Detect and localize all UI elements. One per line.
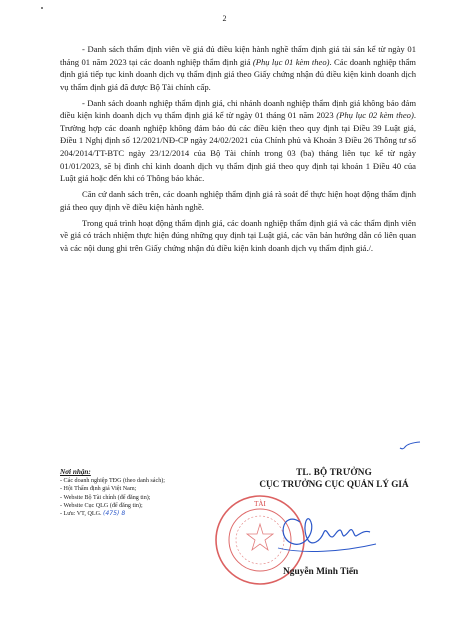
recipients-list bbox=[60, 477, 230, 518]
scan-speck bbox=[41, 7, 43, 9]
paragraph-1: - Danh sách thẩm định viên về giá đủ điều kiện hành nghề thẩm định giá tài sản kể từ ngày 01 tháng 01 năm 2023 tại các doanh nghiệp thẩm định giá (Phụ lục 01 kèm theo). Các doanh nghiệp thẩm định giá tiếp tục kinh doanh dịch vụ thẩm định giá theo Giấy chứng nhận đủ điều kiện kinh doanh dịch vụ thẩm định giá đã được Bộ Tài chính cấp. bbox=[60, 44, 416, 92]
handwritten-check-icon bbox=[399, 441, 421, 451]
stamp-text: TÀI bbox=[254, 500, 266, 508]
handwritten-signature bbox=[272, 500, 382, 560]
paragraph-3: Căn cứ danh sách trên, các doanh nghiệp thẩm định giá rà soát để thực hiện hoạt động thẩm định giá theo quy định về điều kiện hành nghề. bbox=[60, 189, 416, 212]
signature-header bbox=[224, 467, 444, 489]
paragraph-4: Trong quá trình hoạt động thẩm định giá, các doanh nghiệp thẩm định giá và các thẩm định viên về giá có trách nhiệm thực hiện đúng những quy định tại Luật giá, các văn bản hướng dẫn có liên quan và các nội dung ghi trên Giấy chứng nhận đủ điều kiện kinh doanh dịch vụ thẩm định giá./. bbox=[60, 217, 416, 253]
recipient-item: - Các doanh nghiệp TĐG (theo danh sách); bbox=[60, 478, 165, 485]
recipients-title: Nơi nhận: bbox=[60, 468, 91, 476]
page-number: 2 bbox=[222, 14, 227, 23]
signer-name: Nguyễn Minh Tiến bbox=[283, 567, 359, 577]
recipients-block bbox=[60, 468, 230, 518]
recipient-item: - Website Cục QLG (để đăng tin); bbox=[60, 502, 143, 509]
recipient-item: - Lưu: VT, QLG. (475) 8 bbox=[60, 510, 126, 518]
paragraph-2: - Danh sách doanh nghiệp thẩm định giá, chi nhánh doanh nghiệp thẩm định giá không bảo đảm điều kiện kinh doanh dịch vụ thẩm định giá kể từ ngày 01 tháng 01 năm 2023 (Phụ lục 02 kèm theo). Trường hợp các doanh nghiệp không đảm bảo đủ các điều kiện theo quy định tại Điều 39 Luật giá, Điều 1 Nghị định số 12/2021/NĐ-CP ngày 24/02/2021 của Chính phủ và Khoản 3 Điều 26 Thông tư số 204/2014/TT-BTC ngày 23/12/2014 của Bộ Tài chính trong 03 (ba) tháng liên tục kể từ ngày 01/01/2023, sẽ bị đình chỉ kinh doanh dịch vụ thẩm định giá theo quy định tại khoản 1 Điều 40 của Luật giá hoặc đến khi có Thông báo khác. bbox=[60, 97, 416, 184]
handwritten-note: (475) 8 bbox=[103, 510, 126, 518]
recipient-item: - Website Bộ Tài chính (để đăng tin); bbox=[60, 494, 151, 501]
recipient-item: - Hội Thẩm định giá Việt Nam; bbox=[60, 486, 137, 493]
signature-position: CỤC TRƯỞNG CỤC QUẢN LÝ GIÁ bbox=[259, 479, 409, 489]
document-body bbox=[60, 43, 416, 258]
signature-title: TL. BỘ TRƯỞNG bbox=[296, 467, 372, 477]
